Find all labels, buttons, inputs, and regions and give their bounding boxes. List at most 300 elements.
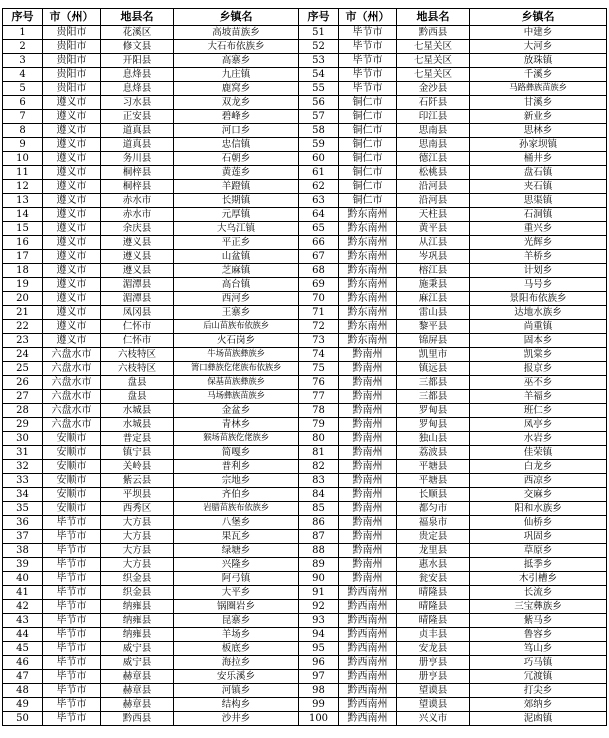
cell-town: 马场彝族苗族乡 xyxy=(174,390,299,404)
cell-index: 38 xyxy=(3,544,43,558)
cell-county: 遵义县 xyxy=(101,236,174,250)
cell-city: 毕节市 xyxy=(339,82,397,96)
cell-index: 99 xyxy=(299,698,339,712)
cell-town: 鹿窝乡 xyxy=(174,82,299,96)
cell-county: 湄潭县 xyxy=(101,292,174,306)
cell-index: 10 xyxy=(3,152,43,166)
cell-town: 景阳布依族乡 xyxy=(470,292,607,306)
cell-index: 100 xyxy=(299,712,339,726)
cell-town: 达地水族乡 xyxy=(470,306,607,320)
cell-town: 孙家坝镇 xyxy=(470,138,607,152)
cell-town: 石洞镇 xyxy=(470,208,607,222)
cell-county: 威宁县 xyxy=(101,642,174,656)
cell-county: 晴隆县 xyxy=(397,586,470,600)
cell-city: 黔南州 xyxy=(339,446,397,460)
cell-city: 毕节市 xyxy=(43,698,101,712)
cell-index: 6 xyxy=(3,96,43,110)
cell-city: 毕节市 xyxy=(43,684,101,698)
cell-index: 57 xyxy=(299,110,339,124)
cell-index: 16 xyxy=(3,236,43,250)
cell-town: 保基苗族彝族乡 xyxy=(174,376,299,390)
cell-index: 46 xyxy=(3,656,43,670)
table-row xyxy=(3,292,607,306)
cell-index: 60 xyxy=(299,152,339,166)
cell-town: 马号乡 xyxy=(470,278,607,292)
cell-city: 黔南州 xyxy=(339,558,397,572)
cell-city: 毕节市 xyxy=(43,656,101,670)
cell-city: 黔南州 xyxy=(339,516,397,530)
cell-index: 74 xyxy=(299,348,339,362)
cell-county: 织金县 xyxy=(101,586,174,600)
table-row xyxy=(3,306,607,320)
table-row xyxy=(3,418,607,432)
cell-city: 遵义市 xyxy=(43,306,101,320)
table-row xyxy=(3,194,607,208)
cell-index: 88 xyxy=(299,544,339,558)
cell-index: 18 xyxy=(3,264,43,278)
cell-county: 七星关区 xyxy=(397,68,470,82)
cell-index: 81 xyxy=(299,446,339,460)
cell-town: 中建乡 xyxy=(470,26,607,40)
cell-city: 黔南州 xyxy=(339,418,397,432)
cell-city: 遵义市 xyxy=(43,124,101,138)
cell-index: 32 xyxy=(3,460,43,474)
cell-town: 后山苗族布依族乡 xyxy=(174,320,299,334)
table-row xyxy=(3,264,607,278)
cell-index: 41 xyxy=(3,586,43,600)
cell-city: 黔西南州 xyxy=(339,656,397,670)
table-row xyxy=(3,96,607,110)
cell-city: 毕节市 xyxy=(339,68,397,82)
cell-town: 桶井乡 xyxy=(470,152,607,166)
cell-town: 元厚镇 xyxy=(174,208,299,222)
cell-county: 纳雍县 xyxy=(101,628,174,642)
cell-town: 抵季乡 xyxy=(470,558,607,572)
cell-town: 重兴乡 xyxy=(470,222,607,236)
table-row xyxy=(3,68,607,82)
cell-town: 放珠镇 xyxy=(470,54,607,68)
table-row xyxy=(3,474,607,488)
cell-city: 遵义市 xyxy=(43,222,101,236)
cell-town: 千溪乡 xyxy=(470,68,607,82)
cell-county: 盘县 xyxy=(101,376,174,390)
cell-index: 21 xyxy=(3,306,43,320)
cell-index: 40 xyxy=(3,572,43,586)
table-row xyxy=(3,712,607,726)
cell-index: 27 xyxy=(3,390,43,404)
cell-town: 泥凼镇 xyxy=(470,712,607,726)
cell-county: 桐梓县 xyxy=(101,166,174,180)
cell-city: 黔西南州 xyxy=(339,670,397,684)
cell-city: 毕节市 xyxy=(339,26,397,40)
cell-town: 高寨乡 xyxy=(174,54,299,68)
cell-index: 66 xyxy=(299,236,339,250)
cell-city: 六盘水市 xyxy=(43,390,101,404)
cell-town: 巩固乡 xyxy=(470,530,607,544)
cell-index: 17 xyxy=(3,250,43,264)
cell-city: 毕节市 xyxy=(43,614,101,628)
cell-index: 33 xyxy=(3,474,43,488)
table-row xyxy=(3,670,607,684)
cell-city: 黔南州 xyxy=(339,488,397,502)
cell-city: 黔南州 xyxy=(339,460,397,474)
cell-index: 84 xyxy=(299,488,339,502)
cell-index: 45 xyxy=(3,642,43,656)
cell-city: 毕节市 xyxy=(339,54,397,68)
cell-county: 晴隆县 xyxy=(397,614,470,628)
cell-town: 昆寨乡 xyxy=(174,614,299,628)
cell-town: 火石岗乡 xyxy=(174,334,299,348)
cell-town: 河口乡 xyxy=(174,124,299,138)
cell-city: 六盘水市 xyxy=(43,362,101,376)
cell-index: 83 xyxy=(299,474,339,488)
cell-city: 遵义市 xyxy=(43,250,101,264)
cell-county: 仁怀市 xyxy=(101,334,174,348)
cell-index: 92 xyxy=(299,600,339,614)
cell-town: 巫不乡 xyxy=(470,376,607,390)
cell-county: 赤水市 xyxy=(101,194,174,208)
cell-county: 平坝县 xyxy=(101,488,174,502)
cell-city: 遵义市 xyxy=(43,292,101,306)
cell-city: 黔南州 xyxy=(339,404,397,418)
cell-county: 独山县 xyxy=(397,432,470,446)
cell-town: 凤亭乡 xyxy=(470,418,607,432)
cell-index: 13 xyxy=(3,194,43,208)
cell-county: 晴隆县 xyxy=(397,600,470,614)
cell-city: 毕节市 xyxy=(43,670,101,684)
cell-town: 白龙乡 xyxy=(470,460,607,474)
cell-city: 安顺市 xyxy=(43,488,101,502)
cell-city: 黔南州 xyxy=(339,390,397,404)
cell-index: 96 xyxy=(299,656,339,670)
cell-index: 4 xyxy=(3,68,43,82)
table-row xyxy=(3,124,607,138)
cell-town: 宗地乡 xyxy=(174,474,299,488)
cell-index: 24 xyxy=(3,348,43,362)
cell-town: 长流乡 xyxy=(470,586,607,600)
table-row xyxy=(3,460,607,474)
cell-town: 紫马乡 xyxy=(470,614,607,628)
cell-city: 黔南州 xyxy=(339,572,397,586)
cell-city: 铜仁市 xyxy=(339,138,397,152)
cell-county: 七星关区 xyxy=(397,54,470,68)
cell-index: 78 xyxy=(299,404,339,418)
table-row xyxy=(3,586,607,600)
cell-county: 惠水县 xyxy=(397,558,470,572)
cell-index: 85 xyxy=(299,502,339,516)
cell-city: 遵义市 xyxy=(43,236,101,250)
cell-index: 39 xyxy=(3,558,43,572)
cell-index: 93 xyxy=(299,614,339,628)
cell-county: 凤冈县 xyxy=(101,306,174,320)
cell-index: 69 xyxy=(299,278,339,292)
header-county: 地县名 xyxy=(101,9,174,26)
cell-index: 91 xyxy=(299,586,339,600)
cell-county: 安龙县 xyxy=(397,642,470,656)
cell-county: 荔波县 xyxy=(397,446,470,460)
cell-town: 河镇乡 xyxy=(174,684,299,698)
cell-county: 沿河县 xyxy=(397,180,470,194)
cell-index: 54 xyxy=(299,68,339,82)
cell-city: 黔西南州 xyxy=(339,600,397,614)
cell-county: 仁怀市 xyxy=(101,320,174,334)
cell-county: 平塘县 xyxy=(397,460,470,474)
cell-index: 8 xyxy=(3,124,43,138)
cell-index: 25 xyxy=(3,362,43,376)
cell-county: 赫章县 xyxy=(101,670,174,684)
cell-index: 29 xyxy=(3,418,43,432)
cell-index: 64 xyxy=(299,208,339,222)
cell-county: 瓮安县 xyxy=(397,572,470,586)
cell-town: 板底乡 xyxy=(174,642,299,656)
cell-county: 黔西县 xyxy=(397,26,470,40)
cell-index: 53 xyxy=(299,54,339,68)
cell-city: 毕节市 xyxy=(43,628,101,642)
cell-town: 沙井乡 xyxy=(174,712,299,726)
cell-county: 德江县 xyxy=(397,152,470,166)
cell-index: 14 xyxy=(3,208,43,222)
cell-city: 毕节市 xyxy=(43,600,101,614)
cell-city: 安顺市 xyxy=(43,502,101,516)
table-row xyxy=(3,334,607,348)
cell-city: 遵义市 xyxy=(43,264,101,278)
cell-city: 黔南州 xyxy=(339,530,397,544)
cell-index: 3 xyxy=(3,54,43,68)
cell-index: 50 xyxy=(3,712,43,726)
cell-city: 安顺市 xyxy=(43,460,101,474)
cell-city: 六盘水市 xyxy=(43,376,101,390)
header-row xyxy=(3,9,607,26)
cell-town: 青林乡 xyxy=(174,418,299,432)
cell-town: 冗渡镇 xyxy=(470,670,607,684)
cell-city: 黔东南州 xyxy=(339,278,397,292)
cell-county: 镇宁县 xyxy=(101,446,174,460)
cell-county: 息烽县 xyxy=(101,68,174,82)
cell-index: 95 xyxy=(299,642,339,656)
cell-town: 打尖乡 xyxy=(470,684,607,698)
cell-index: 42 xyxy=(3,600,43,614)
cell-town: 班仁乡 xyxy=(470,404,607,418)
cell-county: 册亨县 xyxy=(397,656,470,670)
cell-index: 70 xyxy=(299,292,339,306)
cell-town: 大石布依族乡 xyxy=(174,40,299,54)
cell-city: 毕节市 xyxy=(43,642,101,656)
cell-city: 安顺市 xyxy=(43,432,101,446)
cell-city: 铜仁市 xyxy=(339,180,397,194)
cell-city: 贵阳市 xyxy=(43,82,101,96)
cell-county: 贞丰县 xyxy=(397,628,470,642)
cell-town: 大河乡 xyxy=(470,40,607,54)
header-town: 乡镇名 xyxy=(174,9,299,26)
cell-town: 西河乡 xyxy=(174,292,299,306)
cell-city: 黔东南州 xyxy=(339,222,397,236)
cell-county: 罗甸县 xyxy=(397,418,470,432)
cell-county: 开阳县 xyxy=(101,54,174,68)
cell-town: 齐伯乡 xyxy=(174,488,299,502)
cell-index: 80 xyxy=(299,432,339,446)
cell-town: 报京乡 xyxy=(470,362,607,376)
cell-city: 铜仁市 xyxy=(339,124,397,138)
cell-town: 双龙乡 xyxy=(174,96,299,110)
cell-index: 65 xyxy=(299,222,339,236)
cell-index: 89 xyxy=(299,558,339,572)
cell-county: 长顺县 xyxy=(397,488,470,502)
cell-town: 猴场苗族仡佬族乡 xyxy=(174,432,299,446)
cell-city: 遵义市 xyxy=(43,110,101,124)
cell-county: 平塘县 xyxy=(397,474,470,488)
cell-county: 普定县 xyxy=(101,432,174,446)
cell-city: 黔西南州 xyxy=(339,628,397,642)
cell-city: 毕节市 xyxy=(43,586,101,600)
cell-town: 交麻乡 xyxy=(470,488,607,502)
cell-town: 羊场乡 xyxy=(174,628,299,642)
cell-county: 望谟县 xyxy=(397,684,470,698)
cell-county: 赫章县 xyxy=(101,698,174,712)
cell-town: 芝麻镇 xyxy=(174,264,299,278)
cell-city: 遵义市 xyxy=(43,96,101,110)
cell-town: 羊福乡 xyxy=(470,390,607,404)
cell-city: 黔东南州 xyxy=(339,334,397,348)
table-row xyxy=(3,348,607,362)
table-row xyxy=(3,432,607,446)
cell-town: 大平乡 xyxy=(174,586,299,600)
cell-county: 罗甸县 xyxy=(397,404,470,418)
cell-town: 安乐溪乡 xyxy=(174,670,299,684)
cell-city: 贵阳市 xyxy=(43,26,101,40)
table-row xyxy=(3,656,607,670)
header-town-2: 乡镇名 xyxy=(470,9,607,26)
cell-town: 石朝乡 xyxy=(174,152,299,166)
cell-city: 黔东南州 xyxy=(339,264,397,278)
table-row xyxy=(3,390,607,404)
table-row xyxy=(3,558,607,572)
township-table xyxy=(2,8,607,726)
cell-town: 牛场苗族彝族乡 xyxy=(174,348,299,362)
cell-county: 三都县 xyxy=(397,376,470,390)
cell-town: 简嘎乡 xyxy=(174,446,299,460)
cell-city: 遵义市 xyxy=(43,152,101,166)
cell-index: 75 xyxy=(299,362,339,376)
table-row xyxy=(3,516,607,530)
cell-index: 58 xyxy=(299,124,339,138)
cell-index: 11 xyxy=(3,166,43,180)
cell-city: 六盘水市 xyxy=(43,418,101,432)
cell-index: 15 xyxy=(3,222,43,236)
cell-city: 铜仁市 xyxy=(339,110,397,124)
cell-county: 镇远县 xyxy=(397,362,470,376)
cell-city: 毕节市 xyxy=(43,712,101,726)
cell-county: 大方县 xyxy=(101,544,174,558)
table-row xyxy=(3,376,607,390)
cell-county: 六枝特区 xyxy=(101,348,174,362)
cell-city: 贵阳市 xyxy=(43,54,101,68)
cell-county: 湄潭县 xyxy=(101,278,174,292)
cell-index: 76 xyxy=(299,376,339,390)
table-row xyxy=(3,320,607,334)
cell-index: 73 xyxy=(299,334,339,348)
cell-town: 高台镇 xyxy=(174,278,299,292)
cell-county: 正安县 xyxy=(101,110,174,124)
cell-index: 97 xyxy=(299,670,339,684)
cell-town: 王寨乡 xyxy=(174,306,299,320)
cell-city: 黔西南州 xyxy=(339,586,397,600)
header-index: 序号 xyxy=(3,9,43,26)
cell-county: 水城县 xyxy=(101,404,174,418)
cell-city: 毕节市 xyxy=(43,572,101,586)
cell-index: 12 xyxy=(3,180,43,194)
header-index-2: 序号 xyxy=(299,9,339,26)
cell-index: 71 xyxy=(299,306,339,320)
cell-county: 盘县 xyxy=(101,390,174,404)
cell-county: 岑巩县 xyxy=(397,250,470,264)
cell-index: 51 xyxy=(299,26,339,40)
cell-index: 55 xyxy=(299,82,339,96)
cell-town: 结构乡 xyxy=(174,698,299,712)
cell-city: 铜仁市 xyxy=(339,166,397,180)
cell-town: 海拉乡 xyxy=(174,656,299,670)
table-row xyxy=(3,502,607,516)
cell-index: 36 xyxy=(3,516,43,530)
cell-county: 威宁县 xyxy=(101,656,174,670)
cell-town: 黄莲乡 xyxy=(174,166,299,180)
cell-city: 黔南州 xyxy=(339,362,397,376)
cell-index: 59 xyxy=(299,138,339,152)
cell-city: 黔东南州 xyxy=(339,306,397,320)
cell-town: 普利乡 xyxy=(174,460,299,474)
cell-index: 26 xyxy=(3,376,43,390)
table-row xyxy=(3,40,607,54)
cell-county: 大方县 xyxy=(101,516,174,530)
cell-county: 遵义县 xyxy=(101,264,174,278)
table-row xyxy=(3,642,607,656)
cell-county: 望谟县 xyxy=(397,698,470,712)
cell-city: 六盘水市 xyxy=(43,404,101,418)
cell-city: 黔南州 xyxy=(339,544,397,558)
cell-town: 思渠镇 xyxy=(470,194,607,208)
cell-index: 23 xyxy=(3,334,43,348)
table-row xyxy=(3,138,607,152)
cell-city: 遵义市 xyxy=(43,320,101,334)
cell-city: 黔南州 xyxy=(339,502,397,516)
header-city: 市（州） xyxy=(43,9,101,26)
cell-index: 20 xyxy=(3,292,43,306)
table-row xyxy=(3,544,607,558)
cell-county: 大方县 xyxy=(101,530,174,544)
table-row xyxy=(3,614,607,628)
cell-city: 黔东南州 xyxy=(339,320,397,334)
cell-index: 82 xyxy=(299,460,339,474)
table-row xyxy=(3,222,607,236)
cell-county: 道真县 xyxy=(101,138,174,152)
cell-county: 纳雍县 xyxy=(101,614,174,628)
cell-city: 六盘水市 xyxy=(43,348,101,362)
cell-town: 长期镇 xyxy=(174,194,299,208)
cell-town: 笃山乡 xyxy=(470,642,607,656)
cell-city: 黔南州 xyxy=(339,376,397,390)
cell-county: 石阡县 xyxy=(397,96,470,110)
cell-town: 锅圈岩乡 xyxy=(174,600,299,614)
cell-index: 52 xyxy=(299,40,339,54)
cell-county: 福泉市 xyxy=(397,516,470,530)
cell-city: 贵阳市 xyxy=(43,68,101,82)
cell-city: 毕节市 xyxy=(43,516,101,530)
spreadsheet xyxy=(2,8,607,726)
table-row xyxy=(3,684,607,698)
cell-town: 凯棠乡 xyxy=(470,348,607,362)
cell-town: 巧马镇 xyxy=(470,656,607,670)
cell-county: 施秉县 xyxy=(397,278,470,292)
cell-county: 贵定县 xyxy=(397,530,470,544)
